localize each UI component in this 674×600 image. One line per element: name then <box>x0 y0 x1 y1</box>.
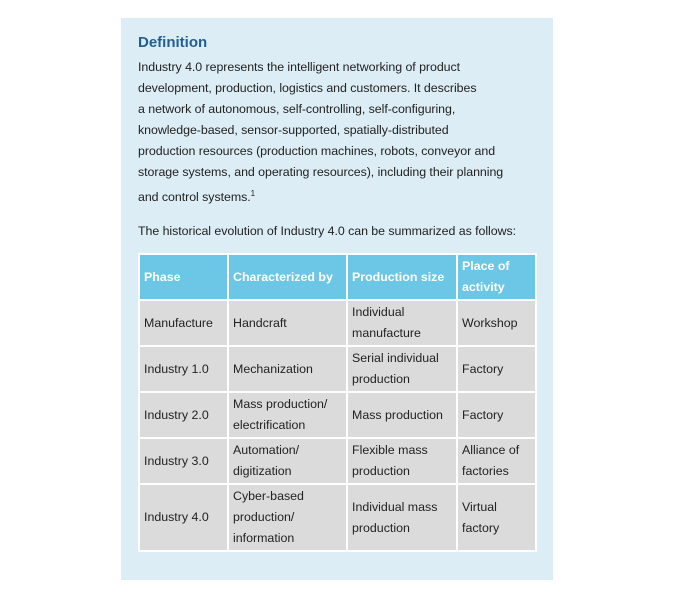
cell-phase: Industry 3.0 <box>139 438 228 484</box>
cell-production-size: Mass production <box>347 392 457 438</box>
summary-text: The historical evolution of Industry 4.0 can be summarized as follows: <box>138 224 517 239</box>
cell-characterized-by: Cyber-based production/ information <box>228 484 347 551</box>
table-row <box>139 392 536 438</box>
definition-line: Industry 4.0 represents the intelligent networking of product <box>138 60 461 74</box>
footnote-marker: 1 <box>250 189 256 198</box>
table-row <box>139 484 536 551</box>
cell-production-size: Flexible mass production <box>347 438 457 484</box>
definition-line: development, production, logistics and customers. It describes <box>138 81 477 95</box>
cell-characterized-by: Automation/ digitization <box>228 438 347 484</box>
definition-line: and control systems. <box>138 190 251 205</box>
cell-place-of-activity: Workshop <box>457 300 536 346</box>
table-row <box>139 346 536 392</box>
table-row <box>139 438 536 484</box>
cell-place-of-activity: Virtual factory <box>457 484 536 551</box>
cell-phase: Manufacture <box>139 300 228 346</box>
cell-production-size: Individual mass production <box>347 484 457 551</box>
header-characterized-by: Characterized by <box>228 254 347 300</box>
definition-text <box>138 57 536 208</box>
cell-phase: Industry 4.0 <box>139 484 228 551</box>
cell-characterized-by: Mechanization <box>228 346 347 392</box>
definition-line: storage systems, and operating resources), including their planning <box>138 165 504 179</box>
evolution-table <box>138 253 537 552</box>
definition-line: a network of autonomous, self-controlling, self-configuring, <box>138 102 456 116</box>
header-phase: Phase <box>139 254 228 300</box>
definition-line: knowledge-based, sensor-supported, spatially-distributed <box>138 123 449 137</box>
definition-heading: Definition <box>138 34 208 51</box>
header-place-of-activity: Place of activity <box>457 254 536 300</box>
definition-box <box>121 18 553 580</box>
cell-production-size: Individual manufacture <box>347 300 457 346</box>
table-header-row <box>139 254 536 300</box>
cell-characterized-by: Handcraft <box>228 300 347 346</box>
cell-place-of-activity: Alliance of factories <box>457 438 536 484</box>
cell-place-of-activity: Factory <box>457 346 536 392</box>
definition-line: production resources (production machines, robots, conveyor and <box>138 144 496 158</box>
cell-place-of-activity: Factory <box>457 392 536 438</box>
cell-phase: Industry 2.0 <box>139 392 228 438</box>
cell-production-size: Serial individual production <box>347 346 457 392</box>
table-row <box>139 300 536 346</box>
cell-characterized-by: Mass production/ electrification <box>228 392 347 438</box>
cell-phase: Industry 1.0 <box>139 346 228 392</box>
header-production-size: Production size <box>347 254 457 300</box>
